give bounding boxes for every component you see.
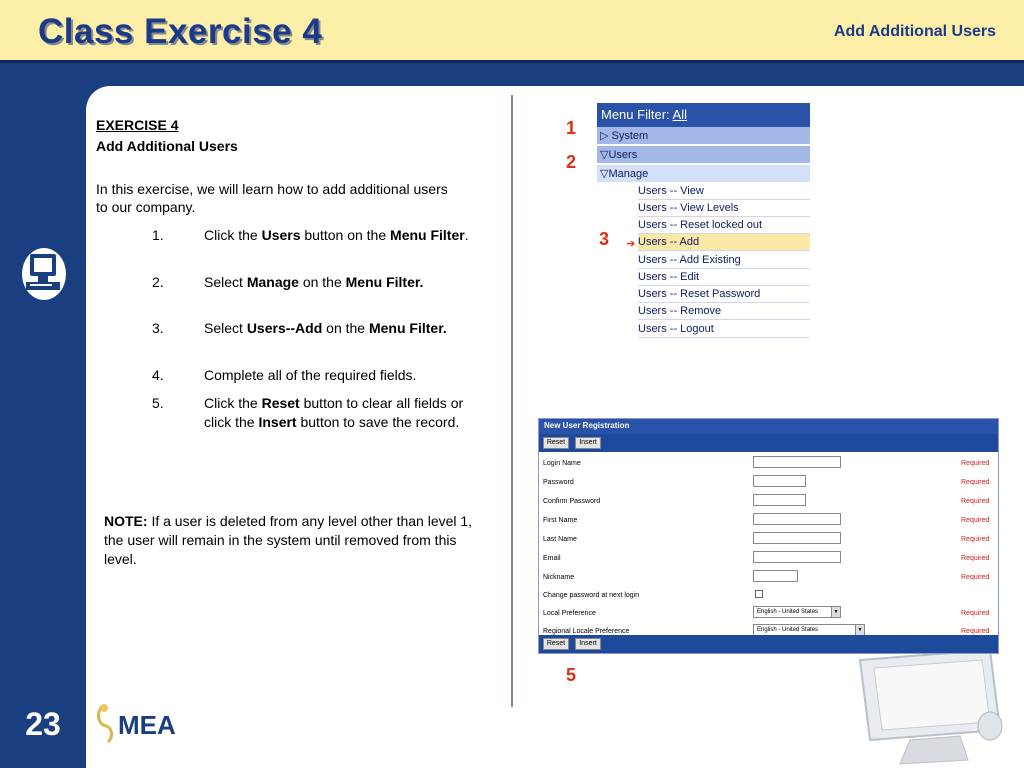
menu-item-users-view[interactable]: Users -- View — [638, 183, 810, 200]
last-name-input[interactable] — [753, 532, 841, 544]
step-text-run: on the — [322, 320, 369, 336]
field-label: Change password at next login — [543, 592, 640, 599]
select-value: English - United States — [757, 609, 819, 615]
mea-logo — [94, 700, 204, 746]
form-row-change-password — [543, 587, 995, 605]
menu-item-users-remove[interactable]: Users -- Remove — [638, 303, 810, 320]
step-text — [204, 273, 484, 292]
slide-number: 23 — [25, 706, 61, 742]
menu-filter-header — [597, 103, 810, 127]
step-text-run: Click the — [204, 395, 262, 411]
step-number: 4. — [152, 367, 164, 383]
triangle-right-icon: ▷ — [600, 130, 609, 142]
slide-title: Class Exercise 4 — [38, 12, 323, 51]
menu-item-users-logout[interactable]: Users -- Logout — [638, 321, 810, 338]
step-text-bold: Menu Filter. — [345, 274, 424, 290]
form-row-last-name — [543, 531, 995, 549]
monitor-illustration — [840, 640, 1024, 768]
menu-item-users-add[interactable]: Users -- Add — [638, 234, 810, 251]
required-label: Required — [961, 479, 990, 486]
triangle-down-icon: ▽ — [600, 149, 609, 161]
step-text-bold: Menu Filter — [390, 227, 465, 243]
step-text-run: button to clear all fields or click the — [204, 395, 464, 430]
form-row-first-name — [543, 512, 995, 530]
step-text-run: Complete all of the required fields. — [204, 367, 417, 383]
step-text-run: on the — [298, 274, 346, 290]
step-text-run: Select — [204, 274, 247, 290]
form-row-password — [543, 474, 995, 492]
required-label: Required — [961, 555, 990, 562]
triangle-down-icon: ▽ — [600, 168, 609, 180]
select-value: English - United States — [757, 627, 819, 633]
required-label: Required — [961, 536, 990, 543]
menu-item-users-add-existing[interactable]: Users -- Add Existing — [638, 252, 810, 269]
required-label: Required — [961, 574, 990, 581]
field-label: Regional Locale Preference — [543, 628, 630, 635]
step-text-run: Select — [204, 320, 247, 336]
required-label: Required — [961, 498, 990, 505]
required-label: Required — [961, 517, 990, 524]
reset-button-bottom[interactable]: Reset — [543, 638, 569, 650]
menu-filter-label: Menu Filter: — [601, 107, 670, 122]
menu-item-users-reset-locked-out[interactable]: Users -- Reset locked out — [638, 217, 810, 234]
step-text-run: Click the — [204, 227, 262, 243]
field-label: Login Name — [543, 460, 581, 467]
step-number: 1. — [152, 227, 164, 243]
step-text — [204, 226, 484, 245]
callout-5: 5 — [566, 665, 577, 685]
menu-system[interactable] — [597, 127, 810, 145]
menu-system-label: System — [611, 130, 649, 142]
callout-3: 3 — [599, 229, 610, 249]
callout-1: 1 — [566, 118, 577, 138]
form-row-nickname — [543, 569, 995, 587]
computer-icon — [14, 246, 70, 302]
required-label: Required — [961, 460, 990, 467]
step-text-bold: Users--Add — [246, 320, 323, 336]
step-text — [204, 319, 484, 338]
column-divider — [511, 95, 513, 707]
password-input[interactable] — [753, 475, 806, 487]
form-title: New User Registration — [539, 419, 998, 434]
left-sidebar — [0, 86, 86, 768]
form-top-toolbar — [539, 434, 998, 452]
callout-2: 2 — [566, 152, 577, 172]
reset-button-top[interactable]: Reset — [543, 437, 569, 449]
required-label: Required — [961, 610, 990, 617]
note — [104, 512, 474, 569]
field-label: Confirm Password — [543, 498, 601, 505]
login-name-input[interactable] — [753, 456, 841, 468]
field-label: Last Name — [543, 536, 577, 543]
step-text — [204, 394, 484, 432]
step-text-run: button to save the record. — [296, 414, 460, 430]
menu-manage[interactable] — [597, 165, 810, 182]
nickname-input[interactable] — [753, 570, 798, 582]
menu-item-users-view-levels[interactable]: Users -- View Levels — [638, 200, 810, 217]
note-label: NOTE: — [104, 513, 148, 529]
first-name-input[interactable] — [753, 513, 841, 525]
menu-item-users-reset-password[interactable]: Users -- Reset Password — [638, 286, 810, 303]
slide-header — [0, 0, 1024, 60]
red-arrow-icon: ➔ — [626, 237, 636, 250]
step-text-bold: Menu Filter. — [368, 320, 447, 336]
form-row-email — [543, 550, 995, 568]
menu-users-label: Users — [608, 149, 638, 161]
exercise-title: Add Additional Users — [96, 138, 238, 154]
header-band-shade — [0, 60, 1024, 63]
new-user-registration-form — [538, 418, 999, 654]
local-preference-select[interactable] — [753, 606, 841, 618]
header-band — [0, 60, 1024, 86]
step-text-bold: Users — [261, 227, 301, 243]
chevron-down-icon: ▼ — [855, 625, 864, 635]
insert-button-bottom[interactable]: Insert — [575, 638, 601, 650]
form-row-login-name — [543, 455, 995, 473]
menu-manage-label: Manage — [608, 168, 649, 180]
form-bottom-toolbar — [539, 635, 998, 653]
field-label: Password — [543, 479, 574, 486]
field-label: Email — [543, 555, 561, 562]
step-text-run: . — [464, 227, 469, 243]
step-number: 3. — [152, 320, 164, 336]
insert-button-top[interactable]: Insert — [575, 437, 601, 449]
menu-item-users-edit[interactable]: Users -- Edit — [638, 269, 810, 286]
step-number: 5. — [152, 395, 164, 411]
field-label: First Name — [543, 517, 578, 524]
form-row-regional-locale — [543, 623, 995, 635]
required-label: Required — [961, 628, 990, 635]
change-password-checkbox[interactable] — [755, 590, 763, 598]
email-input[interactable] — [753, 551, 841, 563]
menu-users[interactable] — [597, 146, 810, 164]
menu-filter-panel — [597, 103, 810, 343]
form-row-local-preference — [543, 605, 995, 623]
exercise-label: EXERCISE 4 — [96, 117, 179, 133]
logo-text: MEA — [118, 710, 176, 740]
field-label: Nickname — [543, 574, 575, 581]
note-text: If a user is deleted from any level other than level 1, the user will remain in the system until removed from this level. — [104, 513, 473, 567]
slide-subtitle: Add Additional Users — [833, 23, 996, 40]
step-number: 2. — [152, 274, 164, 290]
step-text — [204, 366, 484, 385]
step-text-bold: Manage — [246, 274, 299, 290]
confirm-password-input[interactable] — [753, 494, 806, 506]
exercise-intro: In this exercise, we will learn how to add additional users to our company. — [96, 181, 448, 215]
field-label: Local Preference — [543, 610, 596, 617]
step-text-bold: Reset — [261, 395, 300, 411]
chevron-down-icon: ▼ — [831, 607, 840, 617]
step-text-run: button on the — [300, 227, 391, 243]
form-row-confirm-password — [543, 493, 995, 511]
menu-filter-all-link[interactable]: All — [672, 107, 687, 122]
step-text-bold: Insert — [258, 414, 297, 430]
